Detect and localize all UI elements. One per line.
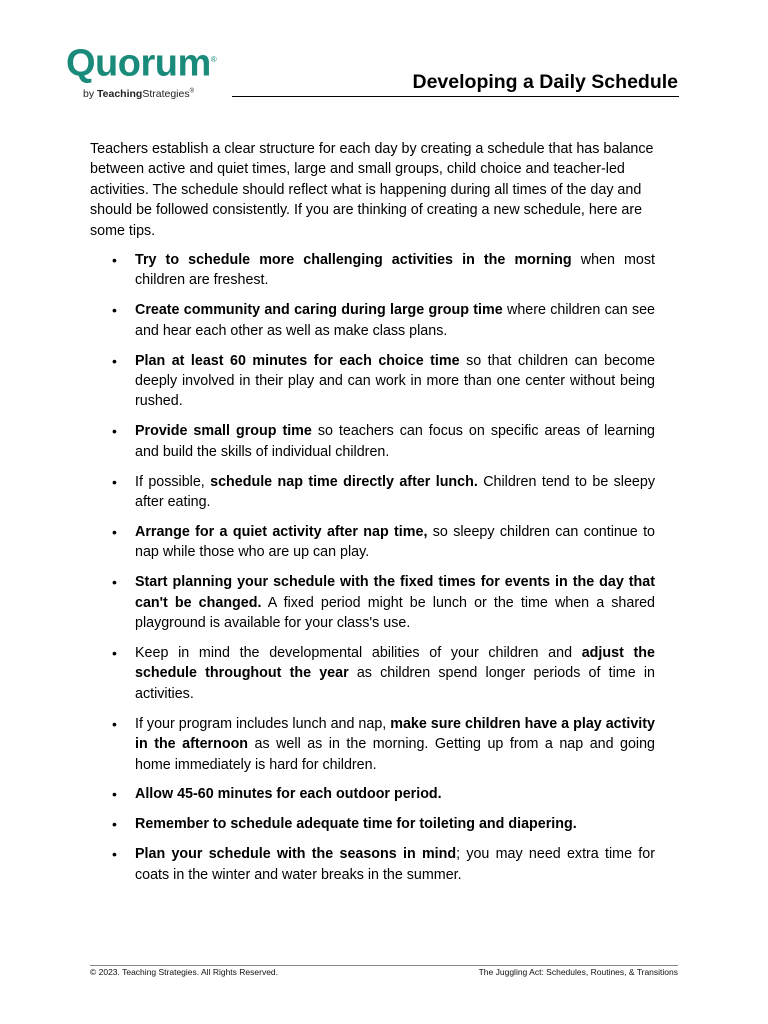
bullet-icon: • bbox=[112, 524, 117, 540]
bullet-icon: • bbox=[112, 252, 117, 269]
bullet-icon: • bbox=[112, 302, 117, 319]
tip-bold-text: make sure children have a play activity in the afternoon bbox=[135, 715, 655, 753]
tip-bold-text: schedule nap time directly after lunch. bbox=[210, 473, 478, 490]
tip-bold-text: Plan at least 60 minutes for each choice time bbox=[135, 352, 460, 369]
logo-by-prefix: by bbox=[83, 87, 98, 100]
page-title: Developing a Daily Schedule bbox=[412, 71, 678, 93]
footer-document-title: The Juggling Act: Schedules, Routines, & Transitions bbox=[478, 967, 678, 977]
bullet-icon: • bbox=[112, 352, 117, 369]
tip-post-text: when most children are freshest. bbox=[135, 252, 655, 289]
tip-pre-text: If your program includes lunch and nap, bbox=[135, 715, 391, 732]
tip-post-text: as children spend longer periods of time in activities. bbox=[135, 665, 655, 702]
tip-bold-text: adjust the schedule throughout the year bbox=[135, 645, 655, 682]
logo-byline bbox=[83, 88, 216, 100]
tip-bold-text: Plan your schedule with the seasons in mind bbox=[135, 846, 457, 863]
logo-by-tm: ® bbox=[189, 88, 195, 95]
tip-post-text: so sleepy children can continue to nap while those who are up can play. bbox=[135, 524, 655, 561]
tip-post-text: Children tend to be sleepy after eating. bbox=[135, 473, 655, 511]
bullet-icon: • bbox=[112, 574, 117, 591]
tip-item bbox=[90, 472, 678, 513]
logo-word-text: Quorum bbox=[66, 42, 211, 85]
tip-post-text: ; you may need extra time for coats in the winter and water breaks in the summer. bbox=[135, 846, 655, 883]
tip-pre-text: Keep in mind the developmental abilities of your children and bbox=[135, 645, 582, 662]
tip-item bbox=[90, 250, 678, 291]
tip-post-text: as well as in the morning. Getting up from a nap and going home immediately is hard for children. bbox=[135, 736, 656, 773]
tip-item bbox=[90, 814, 678, 834]
bullet-icon: • bbox=[112, 816, 117, 833]
tip-item bbox=[90, 421, 678, 462]
logo-by-brand-rest: Strategies bbox=[142, 87, 190, 100]
tip-item bbox=[90, 844, 678, 885]
tip-bold-text: Arrange for a quiet activity after nap time, bbox=[135, 524, 428, 540]
bullet-icon: • bbox=[112, 473, 117, 490]
tip-bold-text: Try to schedule more challenging activities in the morning bbox=[135, 252, 572, 269]
footer-copyright: © 2023. Teaching Strategies. All Rights Reserved. bbox=[90, 967, 279, 977]
document-body bbox=[90, 139, 678, 895]
title-underline bbox=[232, 96, 679, 97]
tip-bold-text: Allow 45-60 minutes for each outdoor period. bbox=[135, 786, 442, 803]
bullet-icon: • bbox=[112, 423, 117, 440]
tip-item bbox=[90, 643, 678, 704]
tip-item bbox=[90, 572, 678, 633]
tip-item bbox=[90, 784, 678, 804]
tip-bold-text: Start planning your schedule with the fixed times for events in the day that can't be changed. bbox=[135, 574, 655, 611]
intro-paragraph: Teachers establish a clear structure for each day by creating a schedule that has balance between active and quiet times, large and small groups, child choice and teacher-led activities. The schedule should reflect what is happening during all times of the day and should be followed consistently. If you are thinking of creating a new schedule, here are some tips. bbox=[90, 141, 654, 239]
tip-item bbox=[90, 714, 678, 775]
logo-by-brand-bold: Teaching bbox=[97, 87, 143, 100]
logo-wordmark bbox=[66, 40, 216, 84]
tip-bold-text: Provide small group time bbox=[135, 423, 312, 440]
bullet-icon: • bbox=[112, 645, 117, 662]
tip-post-text: so teachers can focus on specific areas of learning and build the skills of individual children. bbox=[135, 423, 656, 460]
tip-post-text: where children can see and hear each other as well as make class plans. bbox=[135, 302, 655, 339]
logo-registered-mark: ® bbox=[210, 55, 217, 64]
tip-pre-text: If possible, bbox=[135, 473, 211, 490]
bullet-icon: • bbox=[112, 786, 117, 803]
tip-item bbox=[90, 351, 678, 412]
tip-bold-text: Create community and caring during large group time bbox=[135, 302, 503, 319]
tips-list bbox=[90, 250, 678, 885]
tip-item bbox=[90, 300, 678, 341]
footer-divider bbox=[90, 965, 678, 966]
tip-post-text: A fixed period might be lunch or the time when a shared playground is available for your class's use. bbox=[135, 594, 655, 632]
tip-item bbox=[90, 522, 678, 563]
tip-bold-text: Remember to schedule adequate time for toileting and diapering. bbox=[135, 816, 577, 833]
quorum-logo bbox=[66, 40, 216, 100]
bullet-icon: • bbox=[112, 846, 117, 863]
bullet-icon: • bbox=[112, 715, 117, 732]
tip-post-text: so that children can become deeply involved in their play and can work in more than one center without being rushed. bbox=[135, 352, 655, 410]
